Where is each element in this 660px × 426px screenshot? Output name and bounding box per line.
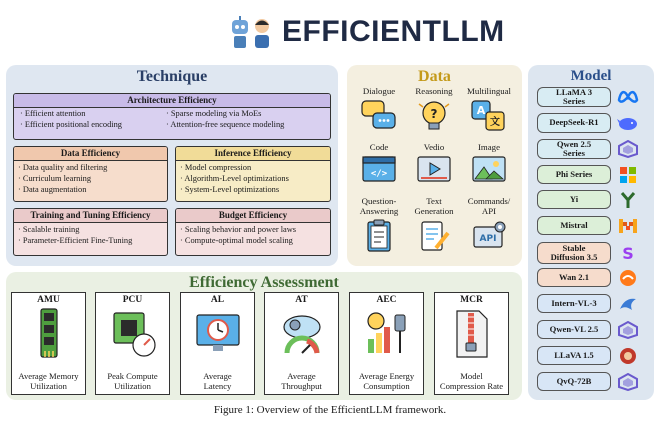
model-item: Qwen-VL 2.5	[537, 320, 611, 339]
video-player-icon	[415, 154, 453, 186]
technique-item: · Algorithm-Level optimizations	[180, 173, 326, 184]
metric-mcr	[434, 292, 509, 395]
framework-title: EFFICIENTLLM	[282, 15, 505, 48]
metric-label: Average Energy Consumption	[358, 371, 415, 391]
architecture-efficiency-title: Architecture Efficiency	[14, 94, 330, 108]
data-efficiency-box	[13, 146, 168, 202]
architecture-efficiency-box	[13, 93, 331, 140]
data-item-code	[351, 142, 407, 186]
model-item: Wan 2.1	[537, 268, 611, 287]
budget-efficiency-box	[175, 208, 331, 256]
image-icon	[470, 154, 508, 186]
data-item-question-answering	[351, 196, 407, 254]
metric-label: Average Memory Utilization	[18, 371, 79, 391]
robot-and-person-logo-icon	[230, 14, 274, 50]
svg-text:</>: </>	[370, 169, 388, 179]
metric-label: Peak Compute Utilization	[107, 371, 158, 391]
inference-efficiency-box	[175, 146, 331, 202]
translation-icon	[470, 98, 508, 134]
chat-bubbles-icon	[360, 98, 398, 134]
deepseek-whale-logo	[617, 114, 639, 132]
data-item-reasoning	[406, 86, 462, 134]
metric-code: AMU	[37, 295, 60, 305]
metric-code: AL	[210, 295, 225, 305]
processor-gauge-icon	[108, 307, 158, 361]
model-item: QvQ-72B	[537, 372, 611, 391]
training-tuning-efficiency-title: Training and Tuning Efficiency	[14, 209, 167, 223]
model-item: DeepSeek-R1	[537, 113, 611, 133]
metric-al	[180, 292, 255, 395]
model-item: LLaVA 1.5	[537, 346, 611, 365]
model-item: Mistral	[537, 216, 611, 235]
technique-item: · Curriculum learning	[18, 173, 163, 184]
clipboard-qa-icon	[361, 218, 397, 254]
llava-logo	[617, 347, 639, 365]
qwen-logo	[617, 140, 639, 158]
model-item: Qwen 2.5 Series	[537, 139, 611, 159]
data-item-text-generation	[406, 196, 462, 254]
technique-item: · Efficient positional encoding	[20, 119, 122, 130]
technique-item: · System-Level optimizations	[180, 184, 326, 195]
data-item-label: Text Generation	[414, 196, 454, 216]
training-tuning-efficiency-box	[13, 208, 168, 256]
data-efficiency-title: Data Efficiency	[14, 147, 167, 161]
zip-file-icon	[447, 307, 497, 361]
metric-label: Average Latency	[203, 371, 232, 391]
technique-item: · Compute-optimal model scaling	[180, 235, 326, 246]
technique-title: Technique	[136, 68, 208, 85]
stopwatch-monitor-icon	[193, 307, 243, 361]
model-title: Model	[570, 68, 612, 84]
model-item: Yi	[537, 190, 611, 209]
data-item-label: Question- Answering	[359, 196, 399, 216]
data-item-label: Image	[478, 142, 500, 152]
technique-item: · Data quality and filtering	[18, 162, 163, 173]
technique-item: · Scalable training	[18, 224, 163, 235]
cloud-gear-gauge-icon	[277, 307, 327, 361]
svg-text:?: ?	[430, 107, 438, 121]
data-item-label: Vedio	[423, 142, 445, 152]
technique-item: · Attention-free sequence modeling	[166, 119, 284, 130]
memory-stick-icon	[27, 307, 71, 361]
metric-at	[264, 292, 339, 395]
data-item-label: Code	[369, 142, 389, 152]
wan-logo	[617, 269, 639, 287]
metric-code: PCU	[122, 295, 143, 305]
efficiency-assessment-title: Efficiency Assessment	[189, 274, 339, 291]
metric-label: Average Throughput	[281, 371, 322, 391]
qwen-logo	[617, 321, 639, 339]
data-item-label: Multilingual	[467, 86, 511, 96]
data-item-commands-api	[461, 196, 517, 254]
document-pen-icon	[416, 218, 452, 254]
metric-label: Model Compression Rate	[439, 371, 504, 391]
technique-item: · Scaling behavior and power laws	[180, 224, 326, 235]
data-item-dialogue	[351, 86, 407, 134]
model-item: Phi Series	[537, 165, 611, 184]
metric-code: MCR	[460, 295, 483, 305]
metric-code: AT	[295, 295, 308, 305]
technique-item: · Parameter-Efficient Fine-Tuning	[18, 235, 163, 246]
meta-logo	[617, 88, 639, 106]
technique-item: · Sparse modeling via MoEs	[166, 108, 284, 119]
data-item-label: Dialogue	[362, 86, 396, 96]
metric-code: AEC	[376, 295, 397, 305]
data-item-multilingual	[461, 86, 517, 134]
technique-item: · Data augmentation	[18, 184, 163, 195]
metric-aec	[349, 292, 424, 395]
data-item-label: Reasoning	[415, 86, 453, 96]
energy-plug-icon	[362, 307, 412, 361]
data-title: Data	[418, 68, 451, 85]
metric-pcu	[95, 292, 170, 395]
qwen-logo	[617, 373, 639, 391]
svg-text:API: API	[479, 234, 497, 244]
figure-caption: Figure 1: Overview of the EfficientLLM framework.	[213, 404, 447, 416]
microsoft-logo	[617, 166, 639, 184]
svg-text:S: S	[622, 244, 634, 262]
svg-text:A: A	[476, 104, 486, 117]
mistral-logo	[617, 217, 639, 235]
model-item: LLaMA 3 Series	[537, 87, 611, 107]
svg-text:文: 文	[490, 117, 500, 128]
inference-efficiency-title: Inference Efficiency	[176, 147, 330, 161]
model-item: Intern-VL-3	[537, 294, 611, 313]
model-item: Stable Diffusion 3.5	[537, 242, 611, 264]
code-window-icon	[360, 154, 398, 186]
stability-logo	[617, 244, 639, 262]
intern-logo	[617, 295, 639, 313]
yi-logo	[617, 191, 639, 209]
lightbulb-brain-icon	[415, 98, 453, 134]
data-item-label: Commands/ API	[467, 196, 511, 216]
api-icon	[471, 218, 507, 254]
metric-amu	[11, 292, 86, 395]
data-item-image	[461, 142, 517, 186]
budget-efficiency-title: Budget Efficiency	[176, 209, 330, 223]
data-item-video	[406, 142, 462, 186]
technique-item: · Efficient attention	[20, 108, 122, 119]
technique-item: · Model compression	[180, 162, 326, 173]
